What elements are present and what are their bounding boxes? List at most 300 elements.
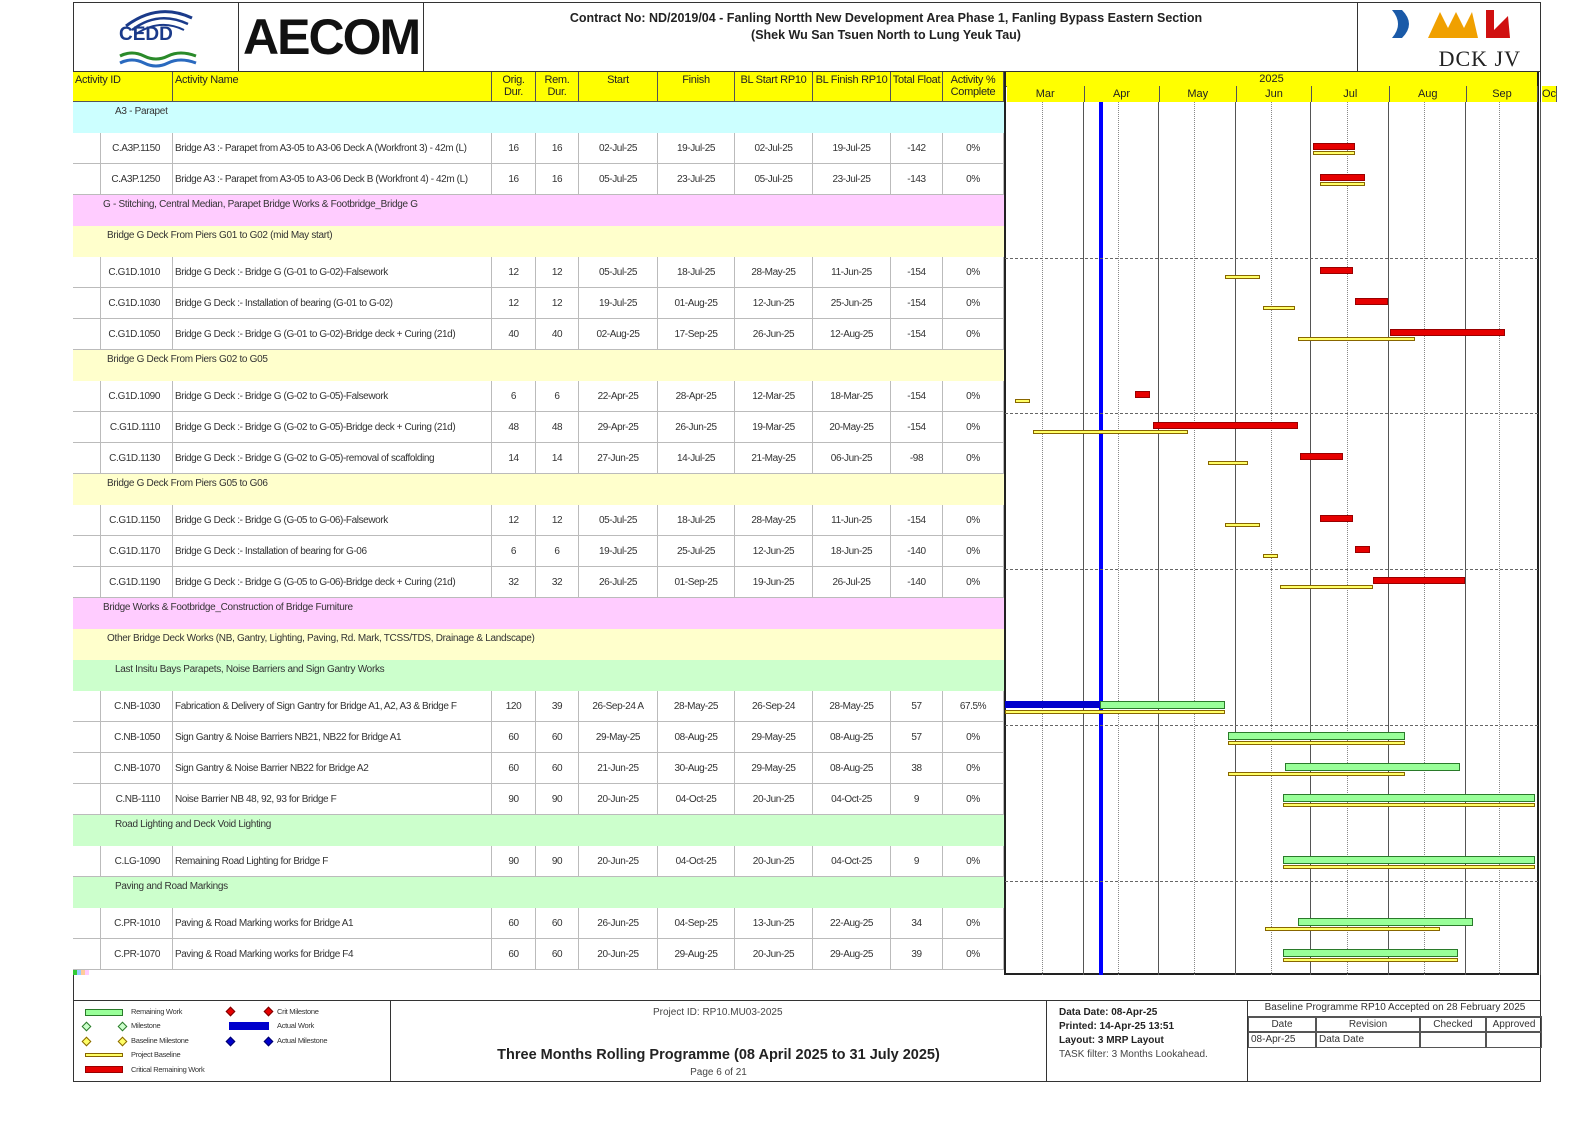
cell-bls: 12-Jun-25 <box>735 288 813 319</box>
cell-orig: 60 <box>492 939 536 970</box>
project-baseline-bar <box>1228 741 1406 745</box>
gantt-row-divider <box>1005 569 1538 570</box>
cell-tf: 9 <box>891 846 943 877</box>
project-baseline-bar <box>1320 182 1365 186</box>
cell-rem: 40 <box>536 319 579 350</box>
wbs-group-row: Bridge G Deck From Piers G05 to G06 <box>73 474 1004 505</box>
table-row[interactable] <box>73 567 1004 598</box>
cell-blf: 18-Mar-25 <box>813 381 891 412</box>
cell-finish: 04-Oct-25 <box>658 784 735 815</box>
baseline-milestone-icon <box>82 1037 92 1047</box>
cell-orig: 12 <box>492 288 536 319</box>
cell-id: C.G1D.1170 <box>100 536 173 567</box>
table-row[interactable] <box>73 536 1004 567</box>
legend-box <box>73 1001 391 1081</box>
cell-blf: 08-Aug-25 <box>813 753 891 784</box>
cell-pct: 0% <box>943 939 1004 970</box>
cell-pct: 0% <box>943 319 1004 350</box>
cell-blf: 28-May-25 <box>813 691 891 722</box>
cell-orig: 40 <box>492 319 536 350</box>
week-gridline <box>1424 102 1425 975</box>
cell-bls: 20-Jun-25 <box>735 846 813 877</box>
col-start[interactable]: Start <box>579 72 658 102</box>
cell-name: Bridge G Deck :- Bridge G (G-01 to G-02)-Falsework <box>173 257 492 288</box>
aecom-logo-cell <box>239 2 424 72</box>
cell-rem: 32 <box>536 567 579 598</box>
cell-start: 05-Jul-25 <box>579 505 658 536</box>
wbs-group-row: Bridge Works & Footbridge_Construction of Bridge Furniture <box>73 598 1004 629</box>
project-baseline-bar <box>1225 523 1260 527</box>
cell-orig: 60 <box>492 722 536 753</box>
cell-pct: 0% <box>943 722 1004 753</box>
cell-pct: 0% <box>943 784 1004 815</box>
wbs-group-row: Road Lighting and Deck Void Lighting <box>73 815 1004 846</box>
month-gridline <box>1540 102 1541 975</box>
cell-rem: 14 <box>536 443 579 474</box>
cell-blf: 11-Jun-25 <box>813 257 891 288</box>
cell-start: 26-Jul-25 <box>579 567 658 598</box>
cell-tf: -154 <box>891 381 943 412</box>
cell-name: Paving & Road Marking works for Bridge F4 <box>173 939 492 970</box>
critical-remaining-bar[interactable] <box>1390 329 1505 336</box>
cell-start: 19-Jul-25 <box>579 536 658 567</box>
table-row[interactable] <box>73 753 1004 784</box>
cell-bls: 20-Jun-25 <box>735 939 813 970</box>
table-row[interactable] <box>73 505 1004 536</box>
milestone-icon <box>118 1022 128 1032</box>
cell-bls: 29-May-25 <box>735 722 813 753</box>
milestone-icon <box>82 1022 92 1032</box>
cell-id: C.A3P.1250 <box>100 164 173 195</box>
cell-bls: 20-Jun-25 <box>735 784 813 815</box>
cell-orig: 90 <box>492 784 536 815</box>
project-baseline-bar <box>1283 958 1458 962</box>
cell-pct: 0% <box>943 164 1004 195</box>
legend-baseline-swatch <box>85 1053 123 1057</box>
table-row[interactable] <box>73 722 1004 753</box>
cell-start: 20-Jun-25 <box>579 846 658 877</box>
col-total-float[interactable]: Total Float <box>891 72 943 102</box>
month-gridline <box>1310 102 1311 975</box>
cell-bls: 19-Jun-25 <box>735 567 813 598</box>
cell-finish: 29-Aug-25 <box>658 939 735 970</box>
cell-finish: 28-Apr-25 <box>658 381 735 412</box>
cell-id: C.LG-1090 <box>100 846 173 877</box>
cell-name: Bridge G Deck :- Bridge G (G-01 to G-02)-Bridge deck + Curing (21d) <box>173 319 492 350</box>
cell-bls: 12-Mar-25 <box>735 381 813 412</box>
cell-blf: 19-Jul-25 <box>813 133 891 164</box>
table-row[interactable] <box>73 288 1004 319</box>
cell-rem: 90 <box>536 784 579 815</box>
cell-finish: 01-Sep-25 <box>658 567 735 598</box>
cell-pct: 0% <box>943 443 1004 474</box>
cell-orig: 12 <box>492 257 536 288</box>
month-gridline <box>1158 102 1159 975</box>
cell-id: C.PR-1070 <box>100 939 173 970</box>
project-baseline-bar <box>1033 430 1188 434</box>
revision-header: Approved <box>1486 1017 1542 1032</box>
col-activity-name[interactable]: Activity Name <box>173 72 492 102</box>
cell-id: C.G1D.1130 <box>100 443 173 474</box>
cell-rem: 60 <box>536 753 579 784</box>
table-row[interactable] <box>73 257 1004 288</box>
wbs-group-row: Bridge G Deck From Piers G02 to G05 <box>73 350 1004 381</box>
col-finish[interactable]: Finish <box>658 72 735 102</box>
cell-start: 27-Jun-25 <box>579 443 658 474</box>
contract-title <box>423 10 1349 44</box>
month-gridline <box>1465 102 1466 975</box>
cell-tf: 57 <box>891 691 943 722</box>
cell-start: 26-Jun-25 <box>579 908 658 939</box>
wbs-group-row: Paving and Road Markings <box>73 877 1004 908</box>
cell-orig: 48 <box>492 412 536 443</box>
cell-pct: 0% <box>943 288 1004 319</box>
page-header <box>73 2 1541 72</box>
gantt-row-divider <box>1005 725 1538 726</box>
gantt-row-divider <box>1005 881 1538 882</box>
revision-header: Revision <box>1316 1017 1420 1032</box>
cell-id: C.NB-1030 <box>100 691 173 722</box>
gantt-row-divider <box>1005 413 1538 414</box>
cell-blf: 18-Jun-25 <box>813 536 891 567</box>
cell-bls: 13-Jun-25 <box>735 908 813 939</box>
wbs-group-row: G - Stitching, Central Median, Parapet Bridge Works & Footbridge_Bridge G <box>73 195 1004 226</box>
week-gridline <box>1271 102 1272 975</box>
cell-finish: 18-Jul-25 <box>658 505 735 536</box>
table-row[interactable] <box>73 846 1004 877</box>
cell-rem: 60 <box>536 908 579 939</box>
table-row[interactable] <box>73 164 1004 195</box>
cell-finish: 04-Sep-25 <box>658 908 735 939</box>
timescale-month: Aug <box>1390 86 1468 102</box>
timescale-month: Mar <box>1007 86 1085 102</box>
cell-bls: 29-May-25 <box>735 753 813 784</box>
cell-finish: 23-Jul-25 <box>658 164 735 195</box>
legend-project-baseline: Project Baseline <box>131 1050 181 1059</box>
remaining-work-bar[interactable] <box>1298 918 1473 926</box>
cell-name: Bridge A3 :- Parapet from A3-05 to A3-06 Deck A (Workfront 3) - 42m (L) <box>173 133 492 164</box>
critical-remaining-bar[interactable] <box>1300 453 1343 460</box>
remaining-work-bar[interactable] <box>1283 856 1536 864</box>
col-activity-id[interactable]: Activity ID <box>73 72 173 102</box>
timescale-month: Sep <box>1467 86 1538 102</box>
cell-tf: -154 <box>891 319 943 350</box>
timescale-year: 2025 <box>1006 72 1537 87</box>
contract-title-line2: (Shek Wu San Tsuen North to Lung Yeuk Tau) <box>751 28 1021 42</box>
table-row[interactable] <box>73 784 1004 815</box>
cell-name: Paving & Road Marking works for Bridge A1 <box>173 908 492 939</box>
legend-actual-work: Actual Work <box>277 1021 314 1030</box>
critical-remaining-bar[interactable] <box>1355 298 1388 305</box>
actual-work-bar <box>1005 701 1100 708</box>
timescale-month: Oc <box>1542 88 1557 100</box>
cell-finish: 19-Jul-25 <box>658 133 735 164</box>
cell-id: C.G1D.1090 <box>100 381 173 412</box>
timescale-month: May <box>1160 86 1238 102</box>
actual-milestone-icon <box>264 1037 274 1047</box>
table-row[interactable] <box>73 381 1004 412</box>
cell-blf: 22-Aug-25 <box>813 908 891 939</box>
critical-remaining-bar[interactable] <box>1135 391 1150 398</box>
col-rem-dur[interactable]: Rem. Dur. <box>536 72 579 102</box>
week-gridline <box>1194 102 1195 975</box>
table-row[interactable] <box>73 412 1004 443</box>
contract-title-line1: Contract No: ND/2019/04 - Fanling Nortth New Development Area Phase 1, Fanling Bypass Eastern Section <box>569 11 1203 25</box>
cell-tf: 9 <box>891 784 943 815</box>
project-baseline-bar <box>1298 337 1416 341</box>
cell-rem: 48 <box>536 412 579 443</box>
project-baseline-bar <box>1225 275 1260 279</box>
data-date-line <box>1099 102 1103 975</box>
cell-blf: 29-Aug-25 <box>813 939 891 970</box>
cell-finish: 14-Jul-25 <box>658 443 735 474</box>
wbs-group-row: Bridge G Deck From Piers G01 to G02 (mid May start) <box>73 226 1004 257</box>
cell-rem: 12 <box>536 505 579 536</box>
col-bl-start[interactable]: BL Start RP10 <box>735 72 813 102</box>
dckjv-logo-cell <box>1357 2 1541 72</box>
cell-id: C.G1D.1110 <box>100 412 173 443</box>
cell-name: Bridge G Deck :- Bridge G (G-05 to G-06)-Falsework <box>173 505 492 536</box>
cell-finish: 30-Aug-25 <box>658 753 735 784</box>
remaining-work-bar[interactable] <box>1285 763 1460 771</box>
cell-orig: 16 <box>492 133 536 164</box>
cell-pct: 0% <box>943 412 1004 443</box>
remaining-work-bar[interactable] <box>1283 794 1536 802</box>
col-orig-dur[interactable]: Orig. Dur. <box>492 72 536 102</box>
legend-critical-remaining-work: Critical Remaining Work <box>131 1065 205 1074</box>
cell-start: 02-Aug-25 <box>579 319 658 350</box>
critical-remaining-bar[interactable] <box>1320 174 1365 181</box>
dckjv-logo-text: DCK JV <box>1438 46 1521 71</box>
cell-pct: 0% <box>943 133 1004 164</box>
cell-start: 29-Apr-25 <box>579 412 658 443</box>
crit-milestone-icon <box>226 1007 236 1017</box>
cell-bls: 28-May-25 <box>735 257 813 288</box>
cell-pct: 0% <box>943 381 1004 412</box>
table-row[interactable] <box>73 319 1004 350</box>
revision-header: Date <box>1248 1017 1316 1032</box>
layout-name: Layout: 3 MRP Layout <box>1059 1035 1164 1046</box>
cell-rem: 6 <box>536 536 579 567</box>
cedd-logo-cell <box>73 2 239 72</box>
legend-remaining-work: Remaining Work <box>131 1007 183 1016</box>
dckjv-logo-mark <box>1388 6 1513 42</box>
project-baseline-bar <box>1280 585 1373 589</box>
critical-remaining-bar[interactable] <box>1355 546 1370 553</box>
table-row[interactable] <box>73 133 1004 164</box>
cell-id: C.NB-1070 <box>100 753 173 784</box>
cell-tf: -140 <box>891 567 943 598</box>
cell-tf: -98 <box>891 443 943 474</box>
cell-rem: 12 <box>536 288 579 319</box>
legend-actual-milestone: Actual Milestone <box>277 1036 328 1045</box>
legend-baseline-milestone: Baseline Milestone <box>131 1036 189 1045</box>
cell-tf: -154 <box>891 288 943 319</box>
cell-bls: 21-May-25 <box>735 443 813 474</box>
cell-finish: 08-Aug-25 <box>658 722 735 753</box>
legend-milestone: Milestone <box>131 1021 161 1030</box>
month-gridline <box>1388 102 1389 975</box>
cell-pct: 0% <box>943 753 1004 784</box>
cell-name: Bridge G Deck :- Bridge G (G-02 to G-05)-Falsework <box>173 381 492 412</box>
cell-name: Sign Gantry & Noise Barriers NB21, NB22 for Bridge A1 <box>173 722 492 753</box>
cell-id: C.G1D.1050 <box>100 319 173 350</box>
programme-title: Three Months Rolling Programme (08 April 2025 to 31 July 2025) <box>497 1047 940 1063</box>
cell-blf: 04-Oct-25 <box>813 846 891 877</box>
cell-start: 21-Jun-25 <box>579 753 658 784</box>
cell-orig: 6 <box>492 536 536 567</box>
table-row[interactable] <box>73 443 1004 474</box>
revision-cell: 08-Apr-25 <box>1248 1032 1316 1048</box>
cell-rem: 12 <box>536 257 579 288</box>
cell-name: Fabrication & Delivery of Sign Gantry for Bridge A1, A2, A3 & Bridge F <box>173 691 492 722</box>
baseline-milestone-icon <box>118 1037 128 1047</box>
cell-orig: 120 <box>492 691 536 722</box>
week-gridline <box>1499 102 1500 975</box>
critical-remaining-bar[interactable] <box>1153 422 1298 429</box>
page-number: Page 6 of 21 <box>690 1067 747 1078</box>
actual-milestone-icon <box>226 1037 236 1047</box>
project-baseline-bar <box>1015 399 1030 403</box>
cell-bls: 05-Jul-25 <box>735 164 813 195</box>
cell-pct: 0% <box>943 567 1004 598</box>
cell-bls: 02-Jul-25 <box>735 133 813 164</box>
wbs-group-row: Last Insitu Bays Parapets, Noise Barriers and Sign Gantry Works <box>73 660 1004 691</box>
cell-tf: 39 <box>891 939 943 970</box>
task-filter: TASK filter: 3 Months Lookahead. <box>1059 1049 1208 1060</box>
cell-name: Bridge G Deck :- Bridge G (G-05 to G-06)-Bridge deck + Curing (21d) <box>173 567 492 598</box>
cell-name: Bridge A3 :- Parapet from A3-05 to A3-06 Deck B (Workfront 4) - 42m (L) <box>173 164 492 195</box>
cell-rem: 16 <box>536 164 579 195</box>
cell-bls: 12-Jun-25 <box>735 536 813 567</box>
cell-name: Bridge G Deck :- Installation of bearing (G-01 to G-02) <box>173 288 492 319</box>
cell-finish: 28-May-25 <box>658 691 735 722</box>
col-bl-finish[interactable]: BL Finish RP10 <box>813 72 891 102</box>
cell-id: C.NB-1110 <box>100 784 173 815</box>
wbs-group-row: A3 - Parapet <box>73 102 1004 133</box>
cell-start: 05-Jul-25 <box>579 257 658 288</box>
cell-tf: -143 <box>891 164 943 195</box>
cell-blf: 12-Aug-25 <box>813 319 891 350</box>
cell-orig: 60 <box>492 753 536 784</box>
cell-name: Bridge G Deck :- Bridge G (G-02 to G-05)-Bridge deck + Curing (21d) <box>173 412 492 443</box>
cell-blf: 23-Jul-25 <box>813 164 891 195</box>
cell-start: 29-May-25 <box>579 722 658 753</box>
cell-rem: 6 <box>536 381 579 412</box>
cell-finish: 04-Oct-25 <box>658 846 735 877</box>
table-row[interactable] <box>73 691 1004 722</box>
cell-rem: 16 <box>536 133 579 164</box>
timescale-month: Jul <box>1312 86 1390 102</box>
cell-finish: 17-Sep-25 <box>658 319 735 350</box>
project-baseline-bar <box>1228 772 1406 776</box>
legend-critical-swatch <box>85 1066 123 1073</box>
cell-blf: 08-Aug-25 <box>813 722 891 753</box>
critical-remaining-bar[interactable] <box>1320 515 1353 522</box>
gantt-row-divider <box>1005 258 1538 259</box>
cell-finish: 25-Jul-25 <box>658 536 735 567</box>
critical-remaining-bar[interactable] <box>1373 577 1466 584</box>
project-baseline-bar <box>1263 306 1296 310</box>
aecom-logo: AECOM <box>243 9 420 65</box>
cell-tf: -142 <box>891 133 943 164</box>
week-gridline <box>1118 102 1119 975</box>
remaining-work-bar[interactable] <box>1283 949 1458 957</box>
cell-orig: 6 <box>492 381 536 412</box>
data-date: Data Date: 08-Apr-25 <box>1059 1007 1158 1018</box>
cell-bls: 26-Sep-24 <box>735 691 813 722</box>
cell-rem: 90 <box>536 846 579 877</box>
col-pct-complete[interactable]: Activity % Complete <box>943 72 1004 102</box>
cell-blf: 26-Jul-25 <box>813 567 891 598</box>
gantt-chart <box>1004 72 1557 975</box>
legend-crit-milestone: Crit Milestone <box>277 1007 319 1016</box>
cell-start: 20-Jun-25 <box>579 939 658 970</box>
cell-blf: 11-Jun-25 <box>813 505 891 536</box>
cell-orig: 90 <box>492 846 536 877</box>
project-baseline-bar <box>1313 151 1356 155</box>
cell-name: Noise Barrier NB 48, 92, 93 for Bridge F <box>173 784 492 815</box>
cedd-logo-text: CEDD <box>119 24 173 45</box>
cell-bls: 19-Mar-25 <box>735 412 813 443</box>
cell-name: Bridge G Deck :- Bridge G (G-02 to G-05)-removal of scaffolding <box>173 443 492 474</box>
cell-pct: 0% <box>943 908 1004 939</box>
crit-milestone-icon <box>264 1007 274 1017</box>
cell-name: Sign Gantry & Noise Barrier NB22 for Bridge A2 <box>173 753 492 784</box>
legend-remaining-swatch <box>85 1009 123 1016</box>
revision-cell <box>1420 1032 1486 1048</box>
remaining-work-bar[interactable] <box>1100 701 1225 709</box>
cell-blf: 06-Jun-25 <box>813 443 891 474</box>
month-gridline <box>1083 102 1084 975</box>
cell-orig: 60 <box>492 908 536 939</box>
cell-start: 05-Jul-25 <box>579 164 658 195</box>
cell-pct: 0% <box>943 257 1004 288</box>
cell-start: 02-Jul-25 <box>579 133 658 164</box>
cell-tf: 38 <box>891 753 943 784</box>
cell-name: Remaining Road Lighting for Bridge F <box>173 846 492 877</box>
cell-blf: 04-Oct-25 <box>813 784 891 815</box>
revision-block <box>1247 1001 1541 1081</box>
revision-cell: Data Date <box>1316 1032 1420 1048</box>
baseline-note: Baseline Programme RP10 Accepted on 28 February 2025 <box>1248 1001 1542 1017</box>
footer-divider <box>1046 1001 1047 1081</box>
cell-tf: 57 <box>891 722 943 753</box>
cell-orig: 12 <box>492 505 536 536</box>
critical-remaining-bar[interactable] <box>1313 143 1356 150</box>
cell-start: 26-Sep-24 A <box>579 691 658 722</box>
timescale-month: Jun <box>1237 86 1312 102</box>
critical-remaining-bar[interactable] <box>1320 267 1353 274</box>
month-gridline <box>1235 102 1236 975</box>
project-baseline-bar <box>1283 803 1536 807</box>
legend-actual-swatch <box>229 1022 269 1030</box>
project-baseline-bar <box>1263 554 1278 558</box>
revision-cell <box>1486 1032 1542 1048</box>
cell-finish: 26-Jun-25 <box>658 412 735 443</box>
remaining-work-bar[interactable] <box>1228 732 1406 740</box>
cell-blf: 20-May-25 <box>813 412 891 443</box>
cell-id: C.G1D.1150 <box>100 505 173 536</box>
table-row[interactable] <box>73 939 1004 970</box>
cell-pct: 0% <box>943 536 1004 567</box>
cell-id: C.NB-1050 <box>100 722 173 753</box>
cell-tf: -154 <box>891 505 943 536</box>
wbs-group-row: Other Bridge Deck Works (NB, Gantry, Lighting, Paving, Rd. Mark, TCSS/TDS, Drainage & Landscape) <box>73 629 1004 660</box>
week-gridline <box>1042 102 1043 975</box>
table-row[interactable] <box>73 908 1004 939</box>
cell-name: Bridge G Deck :- Installation of bearing for G-06 <box>173 536 492 567</box>
